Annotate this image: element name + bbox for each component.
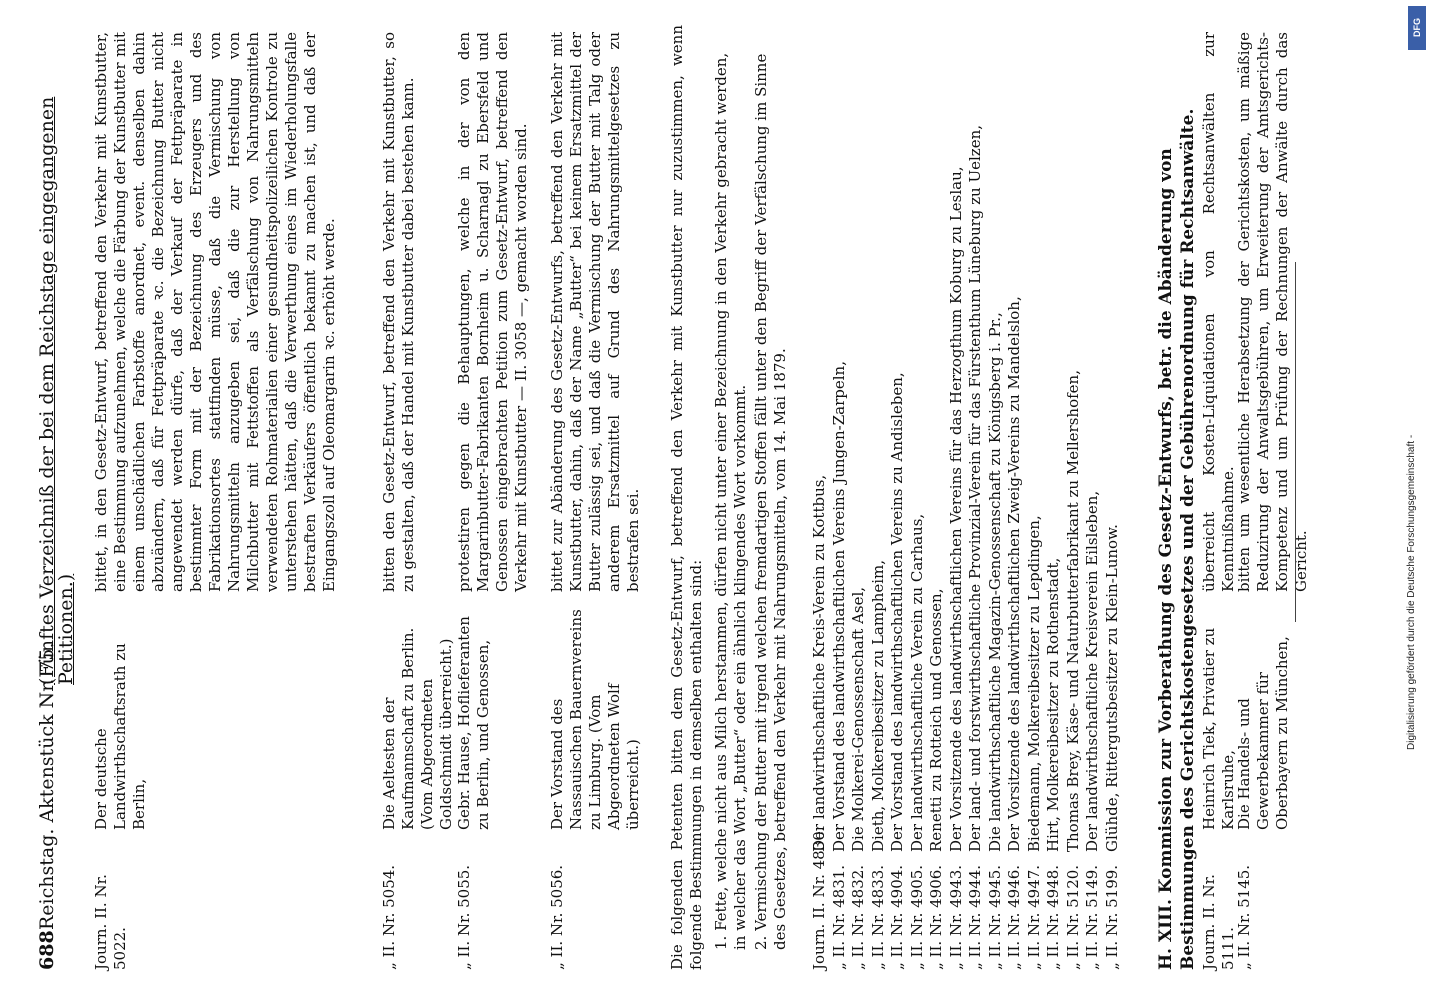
list-item: „ II. Nr. 4945. Die landwirthschaftliche Magazin-Genossenschaft zu Königsberg i. Pr.,: [985, 312, 1004, 970]
list-item: „ II. Nr. 5120. Thomas Brey, Käse- und Naturbutterfabrikant zu Mellershofen,: [1063, 370, 1082, 970]
header-title: (Fünftes Verzeichniß der bei dem Reichstage eingegangenen Petitionen.): [36, 96, 77, 685]
list-item: „ II. Nr. 4906. Renetti zu Rotteich und Genossen,: [927, 588, 945, 970]
requirement-point: 2. Vermischung der Butter mit irgend welchen fremdartigen Stoffen fällt unter den Begriff der Verfälschung im Sinne des Gesetzes, betreffend den Verkehr mit Nahrungsmitteln, vom 14. Mai 1879.: [752, 53, 789, 950]
petitioner: Die Handels- und Gewerbekammer für Oberbayern zu München,: [1235, 636, 1291, 830]
requirement-point: 1. Fette, welche nicht aus Milch herstammen, dürfen nicht unter einer Bezeichnung in den Verkehr gebracht werden, in welcher das Wort „Butter“ oder ein ähnlich klingendes Wort vorkommt.: [712, 52, 749, 950]
journal-number: Journ. II. Nr. 5111.: [1200, 874, 1237, 970]
digitization-note: Digitalisierung gefördert durch die Deutsche Forschungsgemeinschaft -: [1406, 434, 1417, 750]
petition-request: bitten den Gesetz-Entwurf, betreffend den Verkehr mit Kunstbutter, so zu gestalten, daß der Handel mit Kunstbutter dabei bestehen kann.: [380, 32, 417, 592]
petition-request: bitten um wesentliche Herabsetzung der Gerichtskosten, um mäßige Reduzirung der Anwaltsgebühren, um Erweiterung der Amtsgerichts-Kompetenz und um Prüfung der Rechnungen der Anwälte durch das Gericht.: [1235, 32, 1310, 592]
list-item: „ II. Nr. 4833. Dieth, Molkereibesitzer zu Lampheim,: [868, 559, 887, 970]
list-item: „ II. Nr. 4944. Der land- und forstwirthschaftliche Provinzial-Verein für das Fürstenthum Lüneburg zu Uelzen,: [966, 124, 984, 970]
list-item: „ II. Nr. 5149. Der landwirthschaftliche Kreisverein Eilsleben,: [1083, 490, 1101, 970]
petition-request: überreicht Kosten-Liquidationen von Rechtsanwälten zur Kenntnißnahme.: [1200, 32, 1237, 592]
petition-request: bittet zur Abänderung des Gesetz-Entwurfs, betreffend den Verkehr mit Kunstbutter, dahin, daß der Name „Butter“ bei keinem Ersatzmittel der Butter zulässig sei, und daß die Vermischung der Butter mit Talg oder anderem Ersatzmittel auf Grund des Nahrungsmittelgesetzes zu bestrafen sei.: [548, 32, 642, 592]
dfg-logo: DFG: [1408, 6, 1426, 50]
petition-request: bittet, in den Gesetz-Entwurf, betreffend den Verkehr mit Kunstbutter, eine Bestimmung aufzunehmen, welche die Färbung der Kunstbutter mit einem unschädlichen Farbstoffe anordnet, event. denselben dahin abzuändern, daß für Fettpräparate ꝛc. die Bezeichnung Butter nicht angewendet werden dürfe, daß der Verkauf der Fettpräparate in bestimmter Form mit der Bezeichnung des Erzeugers und des Fabrikationsortes stattfinden müsse, daß die Vermischung von Nahrungsmitteln anzugeben sei, daß die zur Herstellung von Milchbutter mit Fettstoffen als Verfälschung von Nahrungsmitteln verwendeten Rohmaterialien einer gesundheitspolizeilichen Kontrole zu unterstehen hätten, daß die Verwerthung eines im Wiederholungsfalle bestraften Verkäufers öffentlich bekannt zu machen ist, und daß der Eingangszoll auf Oleomargarin ꝛc. erhöht werde.: [92, 32, 338, 592]
list-item: „ II. Nr. 4946. Der Vorsitzende des landwirthschaftlichen Zweig-Vereins zu Mandelsloh,: [1005, 296, 1023, 970]
list-item: „ II. Nr. 4947. Biedemann, Molkereibesitzer zu Lepdingen,: [1024, 515, 1043, 970]
petition-request: protestiren gegen die Behauptungen, welche in der von den Margarinbutter-Fabrikanten Bornheim u. Scharnagl zu Ebersfeld und Genossen eingebrachten Petition zum Gesetz-Entwurf, betreffend den Verkehr mit Kunstbutter — II. 3058 —, gemacht worden sind.: [455, 32, 530, 592]
petitioner: Heinrich Tiek, Privatier zu Karlsruhe,: [1200, 627, 1237, 830]
list-item: Journ. II. Nr. 4830. Der landwirthschaftliche Kreis-Verein zu Kottbus,: [810, 474, 828, 970]
petitioner: Gebr. Hause, Hoflieferanten zu Berlin, und Genossen,: [455, 616, 492, 830]
list-item: „ II. Nr. 5199. Glühde, Rittergutsbesitzer zu Klein-Lunow.: [1102, 524, 1121, 970]
petitioner: Der deutsche Landwirthschaftsrath zu Berlin,: [92, 643, 148, 830]
intro-paragraph: Die folgenden Petenten bitten dem Gesetz-Entwurf, betreffend den Verkehr mit Kunstbutter nur zuzustimmen, wenn folgende Bestimmungen in demselben enthalten sind:: [668, 25, 705, 970]
list-item: „ II. Nr. 4831. Der Vorstand des landwirthschaftlichen Vereins Jungen-Zarpeln,: [829, 361, 848, 970]
page-header: [36, 25, 77, 970]
page-number: 688: [36, 930, 58, 970]
list-item: „ II. Nr. 4948. Hirt, Molkereibesitzer zu Rothenstadt,: [1044, 557, 1062, 970]
journal-number: „ II. Nr. 5145.: [1235, 864, 1253, 970]
petitioner: Der Vorstand des Nassauischen Bauernvereins zu Limburg. (Vom Abgeordneten Wolf überreicht.): [548, 609, 642, 830]
header-left: Reichstag. Aktenstück Nr. 75.: [36, 642, 58, 930]
list-item: „ II. Nr. 4943. Der Vorsitzende des landwirthschaftlichen Vereins für das Herzogthum Koburg zu Leslau,: [946, 166, 965, 970]
list-item: „ II. Nr. 4832. Die Molkerei-Genossenschaft Asel,: [849, 586, 867, 970]
list-item: „ II. Nr. 4905. Der landwirthschaftliche Verein zu Carhaus,: [907, 513, 926, 970]
list-item: „ II. Nr. 4904. Der Vorstand des landwirthschaftlichen Vereins zu Andisleben,: [888, 372, 906, 970]
petition-list: [810, 25, 1122, 970]
section-heading: H. XIII. Kommission zur Vorberathung des Gesetz-Entwurfs, betr. die Abänderung von Bestimmungen des Gerichtskostengesetzes und der Gebührenordnung für Rechtsanwälte.: [1156, 108, 1198, 970]
journal-number: „ II. Nr. 5055.: [455, 864, 473, 970]
petitioner: Die Aeltesten der Kaufmannschaft zu Berlin. (Vom Abgeordneten Goldschmidt überreicht.): [380, 627, 455, 830]
journal-number: „ II. Nr. 5056.: [548, 864, 566, 970]
closing-rule: [1295, 262, 1296, 622]
journal-number: Journ. II. Nr. 5022.: [92, 874, 129, 970]
journal-number: „ II. Nr. 5054.: [380, 864, 398, 970]
digitization-stamp: [1402, 0, 1432, 1000]
